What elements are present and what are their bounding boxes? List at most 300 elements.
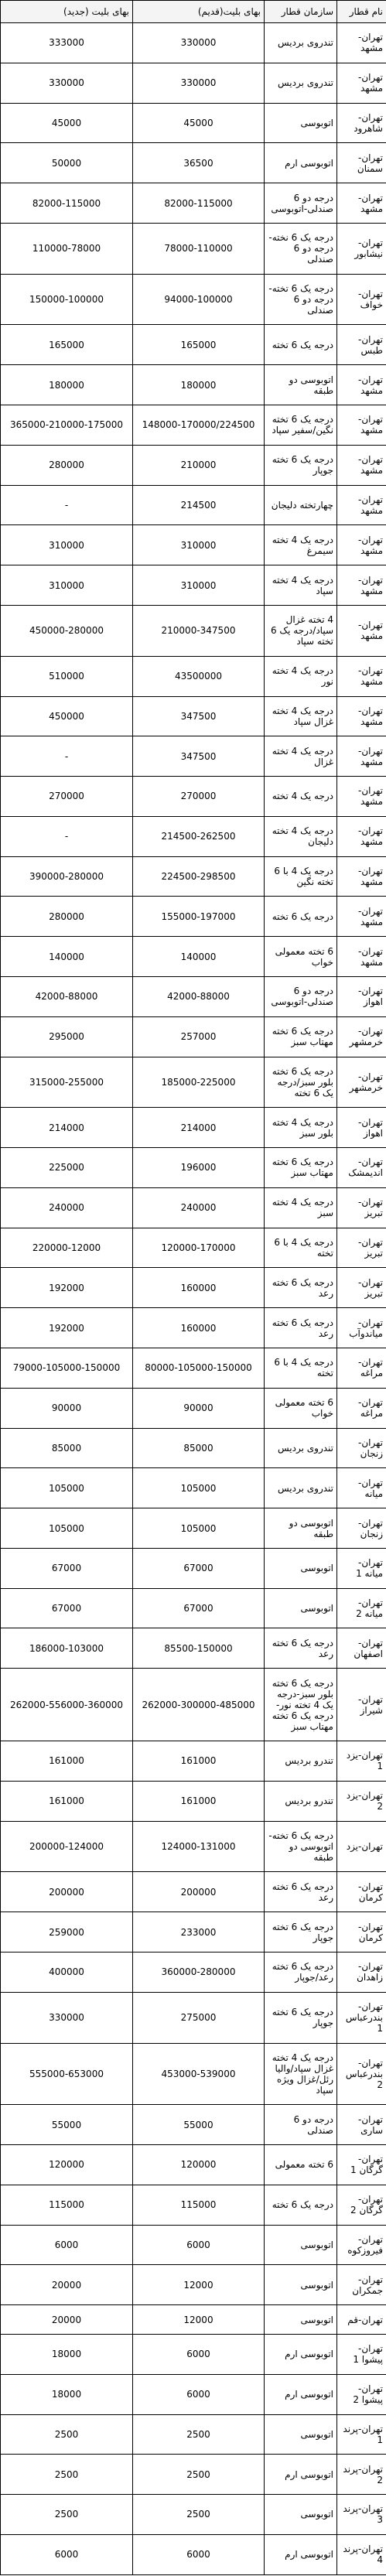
train-cell: درجه یک 4 با 6 تخته	[265, 1348, 337, 1389]
new-price-cell: 220000-12000	[1, 1228, 133, 1268]
new-price-cell: 20000	[1, 2265, 133, 2305]
old-price-cell: 2500	[133, 2455, 265, 2495]
table-row	[1, 1348, 386, 1389]
route-cell: تهران-مراغه	[337, 1388, 386, 1428]
new-price-cell: 150000-100000	[1, 274, 133, 325]
table-row	[1, 565, 386, 606]
new-price-cell: 18000	[1, 2334, 133, 2374]
new-price-cell: 270000	[1, 777, 133, 817]
table-row	[1, 656, 386, 696]
new-price-cell: 280000	[1, 445, 133, 485]
old-price-cell: 148000-170000/224500	[133, 405, 265, 446]
table-row	[1, 223, 386, 274]
train-cell: درجه یک 4 تخته غزال سپاد/والیا رئل/غزال ویژه سپاد	[265, 2043, 337, 2105]
table-row	[1, 1187, 386, 1228]
header-train: سازمان قطار	[265, 1, 337, 23]
new-price-cell: 79000-105000-150000	[1, 1348, 133, 1389]
train-cell: درجه یک 6 تخته رعد	[265, 1628, 337, 1669]
train-cell: درجه یک 4 تخته سیمرغ	[265, 525, 337, 565]
old-price-cell: 45000	[133, 103, 265, 143]
route-cell: تهران-سمنان	[337, 143, 386, 183]
table-row	[1, 405, 386, 446]
table-row	[1, 1741, 386, 1782]
old-price-cell: 67000	[133, 1548, 265, 1588]
new-price-cell: 330000	[1, 63, 133, 103]
train-cell: تندروی بردیس	[265, 1468, 337, 1508]
train-cell: تندرو بردیس	[265, 1781, 337, 1821]
old-price-cell: 67000	[133, 1588, 265, 1628]
train-cell: درجه یک 6 تخته رعد/جوپار	[265, 1952, 337, 1992]
table-row	[1, 1108, 386, 1148]
new-price-cell: 555000-653000	[1, 2043, 133, 2105]
table-row	[1, 2105, 386, 2145]
train-cell: درجه دو 6 صندلی-اتوبوسی	[265, 183, 337, 224]
table-row	[1, 2145, 386, 2185]
old-price-cell: 275000	[133, 1992, 265, 2043]
new-price-cell: 6000	[1, 2534, 133, 2574]
old-price-cell: 115000	[133, 2185, 265, 2225]
table-row	[1, 1821, 386, 1872]
route-cell: تهران-پرند 1	[337, 2414, 386, 2455]
table-row	[1, 103, 386, 143]
table-row	[1, 365, 386, 405]
route-cell: تهران-اصفهان	[337, 1628, 386, 1669]
route-cell: تهران-خرمشهر	[337, 1057, 386, 1108]
route-cell: تهران-مشهد	[337, 856, 386, 897]
table-row	[1, 1016, 386, 1057]
train-cell: درجه یک 6 تخته رعد	[265, 1308, 337, 1348]
old-price-cell: 200000	[133, 1872, 265, 1912]
new-price-cell: -	[1, 485, 133, 525]
old-price-cell: 257000	[133, 1016, 265, 1057]
route-cell: تهران-پیشوا 2	[337, 2374, 386, 2414]
train-cell: درجه یک 4 تخته بلور سبز	[265, 1108, 337, 1148]
new-price-cell: 295000	[1, 1016, 133, 1057]
table-row	[1, 2265, 386, 2305]
old-price-cell: 85500-150000	[133, 1628, 265, 1669]
train-cell: درجه یک 6 تخته-اتوبوسی دو طبقه	[265, 1821, 337, 1872]
train-cell: درجه یک 6 تخته-درجه دو 6 صندلی	[265, 274, 337, 325]
route-cell: تهران-خواف	[337, 274, 386, 325]
route-cell: تهران-مشهد	[337, 23, 386, 63]
route-cell: تهران-اهواز	[337, 976, 386, 1016]
table-row	[1, 63, 386, 103]
route-cell: تهران-گرگان 2	[337, 2185, 386, 2225]
table-row	[1, 2334, 386, 2374]
old-price-cell: 105000	[133, 1508, 265, 1549]
old-price-cell: 43500000	[133, 656, 265, 696]
old-price-cell: 165000	[133, 325, 265, 365]
route-cell: تهران-میانه	[337, 1468, 386, 1508]
route-cell: تهران-زنجان	[337, 1428, 386, 1468]
new-price-cell: 2500	[1, 2495, 133, 2535]
old-price-cell: 161000	[133, 1781, 265, 1821]
new-price-cell: 165000	[1, 325, 133, 365]
train-cell: درجه یک 6 تخته بلور سبز-درجه یک 4 تخته نور- درجه یک 6 تخته مهتاب سبز	[265, 1669, 337, 1741]
table-row	[1, 143, 386, 183]
old-price-cell: 55000	[133, 2105, 265, 2145]
table-row	[1, 937, 386, 977]
table-row	[1, 2305, 386, 2335]
route-cell: تهران-مراغه	[337, 1348, 386, 1389]
new-price-cell: 259000	[1, 1912, 133, 1952]
train-cell: درجه یک 4 تخته سپاد	[265, 565, 337, 606]
new-price-cell: -	[1, 736, 133, 777]
new-price-cell: 55000	[1, 2105, 133, 2145]
train-cell: اتوبوسی	[265, 2495, 337, 2535]
old-price-cell: 214500-262500	[133, 816, 265, 856]
new-price-cell: 365000-210000-175000	[1, 405, 133, 446]
table-row	[1, 1669, 386, 1741]
new-price-cell: 214000	[1, 1108, 133, 1148]
old-price-cell: 330000	[133, 23, 265, 63]
table-row	[1, 976, 386, 1016]
route-cell: تهران-مشهد	[337, 696, 386, 736]
route-cell: تهران-قم	[337, 2305, 386, 2335]
new-price-cell: 315000-255000	[1, 1057, 133, 1108]
route-cell: تهران-مشهد	[337, 937, 386, 977]
route-cell: تهران-پرند 3	[337, 2495, 386, 2535]
fare-body	[1, 23, 386, 2575]
train-cell: درجه یک 6 تخته	[265, 325, 337, 365]
table-row	[1, 1508, 386, 1549]
route-cell: تهران-پرند 2	[337, 2455, 386, 2495]
train-cell: درجه یک 6 تخته	[265, 897, 337, 937]
table-row	[1, 2185, 386, 2225]
old-price-cell: 161000	[133, 1741, 265, 1782]
train-cell: اتوبوسی ارم	[265, 143, 337, 183]
old-price-cell: 233000	[133, 1912, 265, 1952]
old-price-cell: 310000	[133, 525, 265, 565]
table-row	[1, 1388, 386, 1428]
new-price-cell: 186000-103000	[1, 1628, 133, 1669]
table-row	[1, 856, 386, 897]
table-row	[1, 1268, 386, 1308]
new-price-cell: 67000	[1, 1588, 133, 1628]
new-price-cell: 200000	[1, 1872, 133, 1912]
old-price-cell: 6000	[133, 2534, 265, 2574]
new-price-cell: 105000	[1, 1468, 133, 1508]
train-cell: تندروی بردیس	[265, 23, 337, 63]
route-cell: تهران-زاهدان	[337, 1952, 386, 1992]
table-row	[1, 1548, 386, 1588]
new-price-cell: 85000	[1, 1428, 133, 1468]
new-price-cell: 200000-124000	[1, 1821, 133, 1872]
new-price-cell: 180000	[1, 365, 133, 405]
new-price-cell: -	[1, 816, 133, 856]
new-price-cell: 310000	[1, 525, 133, 565]
table-row	[1, 1428, 386, 1468]
old-price-cell: 6000	[133, 2225, 265, 2265]
table-row	[1, 183, 386, 224]
old-price-cell: 6000	[133, 2374, 265, 2414]
new-price-cell: 115000	[1, 2185, 133, 2225]
header-row	[1, 1, 386, 23]
table-row	[1, 485, 386, 525]
old-price-cell: 214500	[133, 485, 265, 525]
new-price-cell: 45000	[1, 103, 133, 143]
train-cell: اتوبوسی ارم	[265, 2374, 337, 2414]
old-price-cell: 2500	[133, 2414, 265, 2455]
old-price-cell: 347500	[133, 736, 265, 777]
table-row	[1, 1628, 386, 1669]
route-cell: تهران-میانه 2	[337, 1588, 386, 1628]
table-row	[1, 1781, 386, 1821]
route-cell: تهران-تبریز	[337, 1228, 386, 1268]
train-cell: درجه دو 6 صندلی-اتوبوسی	[265, 976, 337, 1016]
route-cell: تهران-یزد 1	[337, 1741, 386, 1782]
new-price-cell: 67000	[1, 1548, 133, 1588]
route-cell: تهران-زنجان	[337, 1508, 386, 1549]
table-row	[1, 2495, 386, 2535]
route-cell: تهران-جمکران	[337, 2265, 386, 2305]
table-row	[1, 445, 386, 485]
header-route: نام قطار	[337, 1, 386, 23]
new-price-cell: 333000	[1, 23, 133, 63]
route-cell: تهران-شاهرود	[337, 103, 386, 143]
route-cell: تهران-تبریز	[337, 1187, 386, 1228]
old-price-cell: 330000	[133, 63, 265, 103]
route-cell: تهران-بندرعباس 2	[337, 2043, 386, 2105]
train-cell: اتوبوسی دو طبقه	[265, 365, 337, 405]
old-price-cell: 310000	[133, 565, 265, 606]
train-cell: تندروی بردیس	[265, 63, 337, 103]
train-cell: اتوبوسی	[265, 2265, 337, 2305]
new-price-cell: 310000	[1, 565, 133, 606]
train-cell: درجه یک 6 تخته نگین/سفیر سپاد	[265, 405, 337, 446]
new-price-cell: 82000-115000	[1, 183, 133, 224]
route-cell: تهران-مشهد	[337, 445, 386, 485]
route-cell: تهران-کرمان	[337, 1912, 386, 1952]
old-price-cell: 120000-170000	[133, 1228, 265, 1268]
table-row	[1, 1992, 386, 2043]
train-cell: درجه یک 4 تخته غزال سپاد	[265, 696, 337, 736]
train-cell: درجه یک 6 تخته مهتاب سبز	[265, 1016, 337, 1057]
old-price-cell: 85000	[133, 1428, 265, 1468]
new-price-cell: 140000	[1, 937, 133, 977]
new-price-cell: 280000	[1, 897, 133, 937]
train-cell: اتوبوسی ارم	[265, 2534, 337, 2574]
new-price-cell: 18000	[1, 2374, 133, 2414]
train-cell: درجه یک 4 با 6 تخته	[265, 1228, 337, 1268]
train-cell: اتوبوسی	[265, 2225, 337, 2265]
old-price-cell: 120000	[133, 2145, 265, 2185]
train-cell: درجه یک 6 تخته رعد	[265, 1872, 337, 1912]
route-cell: تهران-مشهد	[337, 777, 386, 817]
old-price-cell: 80000-105000-150000	[133, 1348, 265, 1389]
train-cell: درجه یک 6 تخته بلور سبز/درجه یک 6 تخته	[265, 1057, 337, 1108]
train-cell: تندرو بردیس	[265, 1741, 337, 1782]
old-price-cell: 240000	[133, 1187, 265, 1228]
old-price-cell: 12000	[133, 2305, 265, 2335]
route-cell: تهران-شیراز	[337, 1669, 386, 1741]
table-row	[1, 1952, 386, 1992]
route-cell: تهران-بندرعباس 1	[337, 1992, 386, 2043]
new-price-cell: 510000	[1, 656, 133, 696]
train-cell: درجه یک 6 نخته-درجه دو 6 صندلی	[265, 223, 337, 274]
new-price-cell: 192000	[1, 1268, 133, 1308]
new-price-cell: 161000	[1, 1741, 133, 1782]
header-new-price: بهای بلیت (جدید)	[1, 1, 133, 23]
table-row	[1, 736, 386, 777]
train-cell: درجه یک 6 تخته	[265, 2185, 337, 2225]
train-cell: درجه دو 6 صندلی	[265, 2105, 337, 2145]
new-price-cell: 262000-556000-360000	[1, 1669, 133, 1741]
table-row	[1, 2225, 386, 2265]
route-cell: تهران-مشهد	[337, 605, 386, 656]
train-cell: اتوبوسی ارم	[265, 2334, 337, 2374]
route-cell: تهران-پیشوا 1	[337, 2334, 386, 2374]
train-cell: اتوبوسی	[265, 1588, 337, 1628]
new-price-cell: 105000	[1, 1508, 133, 1549]
route-cell: تهران-اهواز	[337, 1108, 386, 1148]
new-price-cell: 50000	[1, 143, 133, 183]
route-cell: تهران-مشهد	[337, 565, 386, 606]
route-cell: تهران-میاندوآب	[337, 1308, 386, 1348]
table-row	[1, 1148, 386, 1188]
new-price-cell: 110000-78000	[1, 223, 133, 274]
new-price-cell: 450000-280000	[1, 605, 133, 656]
train-cell: تندروی بردیس	[265, 1428, 337, 1468]
route-cell: تهران-خرمشهر	[337, 1016, 386, 1057]
table-row	[1, 1588, 386, 1628]
train-cell: درجه یک 6 تخته رعد	[265, 1268, 337, 1308]
route-cell: تهران-مشهد	[337, 405, 386, 446]
new-price-cell: 225000	[1, 1148, 133, 1188]
train-cell: درجه یک 4 تخته دلیجان	[265, 816, 337, 856]
train-cell: اتوبوسی دو طبقه	[265, 1508, 337, 1549]
table-row	[1, 2414, 386, 2455]
train-cell: درجه یک 6 تخته مهتاب سبز	[265, 1148, 337, 1188]
table-row	[1, 2374, 386, 2414]
train-cell: 4 تخته غزال سپاد/درجه یک 6 تخته سپاد	[265, 605, 337, 656]
old-price-cell: 140000	[133, 937, 265, 977]
old-price-cell: 78000-110000	[133, 223, 265, 274]
old-price-cell: 12000	[133, 2265, 265, 2305]
new-price-cell: 6000	[1, 2225, 133, 2265]
route-cell: تهران-مشهد	[337, 365, 386, 405]
table-row	[1, 897, 386, 937]
table-row	[1, 525, 386, 565]
old-price-cell: 2500	[133, 2495, 265, 2535]
old-price-cell: 270000	[133, 777, 265, 817]
train-cell: 6 تخته معمولی	[265, 2145, 337, 2185]
route-cell: تهران-میانه 1	[337, 1548, 386, 1588]
new-price-cell: 450000	[1, 696, 133, 736]
new-price-cell: 120000	[1, 2145, 133, 2185]
table-row	[1, 1308, 386, 1348]
old-price-cell: 160000	[133, 1268, 265, 1308]
table-row	[1, 2043, 386, 2105]
old-price-cell: 453000-539000	[133, 2043, 265, 2105]
new-price-cell: 240000	[1, 1187, 133, 1228]
new-price-cell: 90000	[1, 1388, 133, 1428]
route-cell: تهران-مشهد	[337, 183, 386, 224]
table-row	[1, 274, 386, 325]
route-cell: تهران-مشهد	[337, 736, 386, 777]
new-price-cell: 2500	[1, 2414, 133, 2455]
old-price-cell: 347500	[133, 696, 265, 736]
route-cell: تهران-پرند 4	[337, 2534, 386, 2574]
new-price-cell: 390000-280000	[1, 856, 133, 897]
new-price-cell: 192000	[1, 1308, 133, 1348]
route-cell: تهران-گرگان 1	[337, 2145, 386, 2185]
train-cell: درجه یک 6 تخته جوپار	[265, 1912, 337, 1952]
old-price-cell: 180000	[133, 365, 265, 405]
old-price-cell: 262000-300000-485000	[133, 1669, 265, 1741]
new-price-cell: 42000-88000	[1, 976, 133, 1016]
route-cell: تهران-مشهد	[337, 897, 386, 937]
route-cell: تهران-مشهد	[337, 525, 386, 565]
route-cell: تهران-کرمان	[337, 1872, 386, 1912]
train-cell: 6 تخته معمولی خواب	[265, 1388, 337, 1428]
train-cell: درجه یک 4 تخته سبز	[265, 1187, 337, 1228]
old-price-cell: 6000	[133, 2334, 265, 2374]
old-price-cell: 42000-88000	[133, 976, 265, 1016]
train-cell: درجه یک 4 تخته غزال	[265, 736, 337, 777]
table-row	[1, 777, 386, 817]
route-cell: تهران-مشهد	[337, 816, 386, 856]
old-price-cell: 155000-197000	[133, 897, 265, 937]
train-cell: چهارتخته دلیجان	[265, 485, 337, 525]
route-cell: تهران-فیروزکوه	[337, 2225, 386, 2265]
new-price-cell: 2500	[1, 2455, 133, 2495]
route-cell: تهران-یزد	[337, 1821, 386, 1872]
route-cell: تهران-ساری	[337, 2105, 386, 2145]
table-row	[1, 325, 386, 365]
route-cell: تهران-یزد 2	[337, 1781, 386, 1821]
train-cell: درجه یک 4 تخته نور	[265, 656, 337, 696]
table-row	[1, 1057, 386, 1108]
header-old-price: بهای بلیت(قدیم)	[133, 1, 265, 23]
train-cell: درجه یک 6 تخته جوپار	[265, 445, 337, 485]
route-cell: تهران-مشهد	[337, 656, 386, 696]
old-price-cell: 90000	[133, 1388, 265, 1428]
old-price-cell: 214000	[133, 1108, 265, 1148]
train-cell: اتوبوسی	[265, 1548, 337, 1588]
old-price-cell: 210000	[133, 445, 265, 485]
train-cell: درجه یک 6 تخته جوپار	[265, 1992, 337, 2043]
old-price-cell: 82000-115000	[133, 183, 265, 224]
route-cell: تهران-مشهد	[337, 63, 386, 103]
table-row	[1, 2455, 386, 2495]
train-cell: اتوبوسی	[265, 2414, 337, 2455]
new-price-cell: 20000	[1, 2305, 133, 2335]
new-price-cell: 330000	[1, 1992, 133, 2043]
table-row	[1, 605, 386, 656]
table-row	[1, 2534, 386, 2574]
table-row	[1, 1872, 386, 1912]
route-cell: تهران-نیشابور	[337, 223, 386, 274]
table-row	[1, 1912, 386, 1952]
route-cell: تهران-طبس	[337, 325, 386, 365]
route-cell: تهران-اندیمشک	[337, 1148, 386, 1188]
old-price-cell: 94000-100000	[133, 274, 265, 325]
table-row	[1, 816, 386, 856]
route-cell: تهران-تبریز	[337, 1268, 386, 1308]
old-price-cell: 124000-131000	[133, 1821, 265, 1872]
old-price-cell: 36500	[133, 143, 265, 183]
table-row	[1, 1468, 386, 1508]
train-cell: درجه یک 4 با 6 تخته نگین	[265, 856, 337, 897]
train-cell: اتوبوسی ارم	[265, 2455, 337, 2495]
train-cell: اتوبوسی	[265, 2305, 337, 2335]
old-price-cell: 160000	[133, 1308, 265, 1348]
old-price-cell: 360000-280000	[133, 1952, 265, 1992]
route-cell: تهران-مشهد	[337, 485, 386, 525]
old-price-cell: 105000	[133, 1468, 265, 1508]
old-price-cell: 185000-225000	[133, 1057, 265, 1108]
